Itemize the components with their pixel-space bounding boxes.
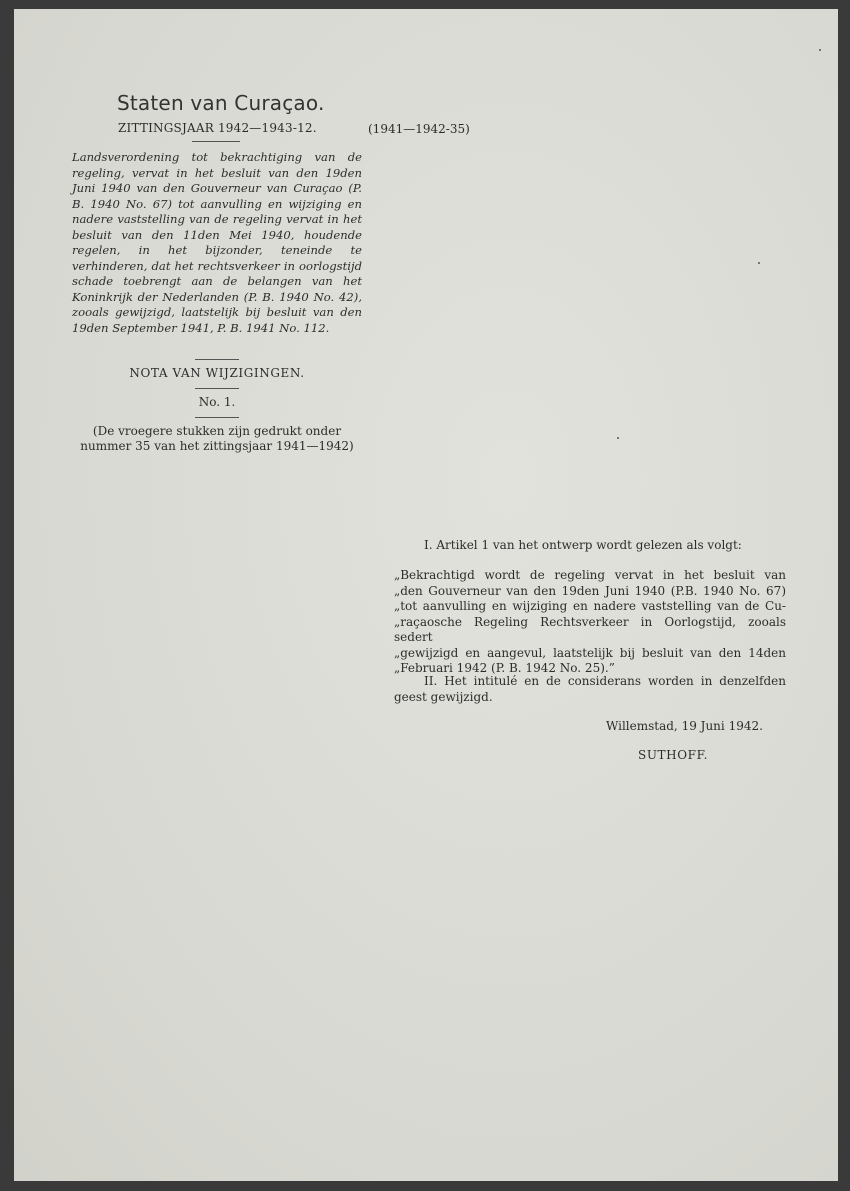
signature: SUTHOFF. [638, 748, 709, 762]
divider [192, 141, 240, 142]
amendment-quote [394, 568, 786, 677]
quote-line: „tot aanvulling en wijziging en nadere vaststelling van de Cu- [394, 599, 786, 613]
paper-speck [758, 262, 760, 264]
divider [195, 417, 239, 418]
quote-line: „Bekrachtigd wordt de regeling vervat in het besluit van [394, 568, 786, 582]
amendment-one: I. Artikel 1 van het ontwerp wordt gelezen als volgt: [424, 538, 742, 552]
quote-line: „den Gouverneur van den 19den Juni 1940 (P.B. 1940 No. 67) [394, 583, 786, 598]
amendment-two: II. Het intitulé en de considerans worden in denzelfden geest gewijzigd. [394, 674, 786, 704]
divider [195, 359, 239, 360]
quote-line: „Februari 1942 (P. B. 1942 No. 25).” [394, 661, 615, 675]
quote-line: „gewijzigd en aangevul, laatstelijk bij besluit van den 14den [394, 645, 786, 660]
document-title: Staten van Curaçao. [117, 91, 325, 115]
divider [195, 388, 239, 389]
paper-speck [617, 437, 619, 439]
nota-number: No. 1. [198, 395, 236, 409]
place-and-date: Willemstad, 19 Juni 1942. [606, 719, 763, 733]
nota-heading: NOTA VAN WIJZIGINGEN. [129, 366, 305, 380]
ordinance-description: Landsverordening tot bekrachtiging van de regeling, vervat in het besluit van den 19den Juni 1940 van den Gouverneur van Curaçao (P. B. 1940 No. 67) tot aanvulling en wijziging en nadere vaststelling van de regeling vervat in het besluit van den 11den Mei 1940, houdende regelen, in het bijzonder, teneinde te verhinderen, dat het rechtsverkeer in oorlogstijd schade toebrengt aan de belangen van het Koninkrijk der Nederlanden (P. B. 1940 No. 42), zooals gewijzigd, laatstelijk bij besluit van den 19den September 1941, P. B. 1941 No. 112. [72, 150, 362, 335]
paper-speck [819, 49, 821, 51]
quote-line: „raçaosche Regeling Rechtsverkeer in Oorlogstijd, zooals sedert [394, 614, 786, 644]
document-number: (1941—1942-35) [368, 122, 470, 136]
session-year: ZITTINGSJAAR 1942—1943-12. [118, 121, 317, 135]
earlier-documents-remark: (De vroegere stukken zijn gedrukt onder nummer 35 van het zittingsjaar 1941—1942) [80, 424, 354, 453]
document-page [14, 9, 838, 1181]
